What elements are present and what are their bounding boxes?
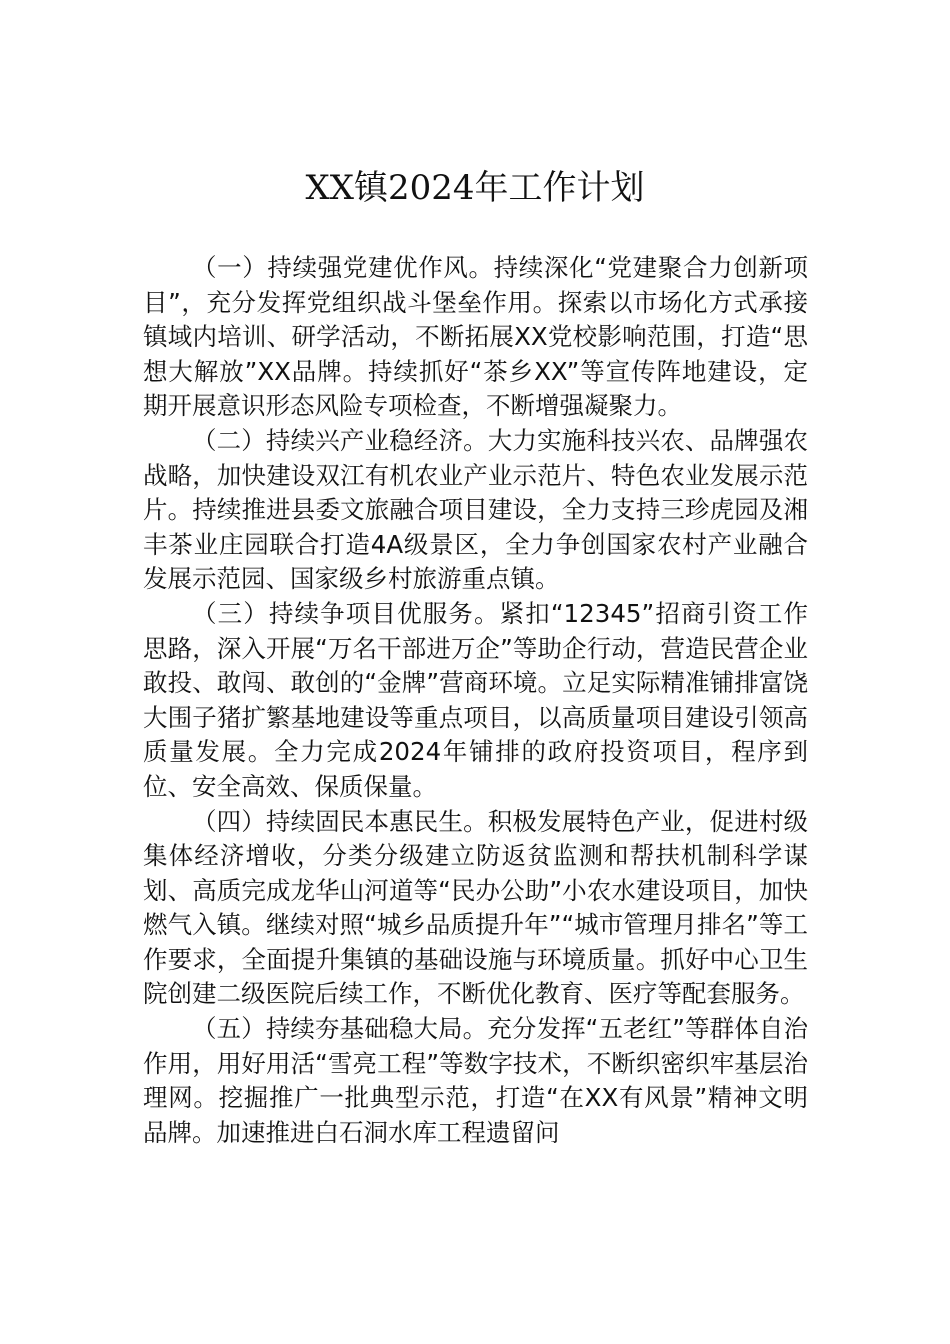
document-body	[143, 251, 808, 1150]
document-title: XX镇2024年工作计划	[305, 168, 645, 208]
paragraph-foundation-stability: （五）持续夯基础稳大局。充分发挥“五老红”等群体自治作用，用好用活“雪亮工程”等数字技术，不断织密织牢基层治理网。挖掘推广一批典型示范，打造“在XX有风景”精神文明品牌。加速推进白石洞水库工程遗留问	[143, 1014, 808, 1147]
paragraph-projects-services: （三）持续争项目优服务。紧扣“12345”招商引资工作思路，深入开展“万名干部进万企”等助企行动，营造民营企业敢投、敢闯、敢创的“金牌”营商环境。立足实际精准铺排富饶大围子猪扩繁基地建设等重点项目，以高质量项目建设引领高质量发展。全力完成2024年铺排的政府投资项目，程序到位、安全高效、保质保量。	[143, 598, 808, 801]
paragraph-industry-economy: （二）持续兴产业稳经济。大力实施科技兴农、品牌强农战略，加快建设双江有机农业产业示范片、特色农业发展示范片。持续推进县委文旅融合项目建设，全力支持三珍虎园及湘丰茶业庄园联合打造4A级景区，全力争创国家农村产业融合发展示范园、国家级乡村旅游重点镇。	[143, 425, 808, 594]
paragraph-livelihood: （四）持续固民本惠民生。积极发展特色产业，促进村级集体经济增收，分类分级建立防返贫监测和帮扶机制科学谋划、高质完成龙华山河道等“民办公助”小农水建设项目，加快燃气入镇。继续对照“城乡品质提升年”“城市管理月排名”等工作要求，全面提升集镇的基础设施与环境质量。抓好中心卫生院创建二级医院后续工作，不断优化教育、医疗等配套服务。	[143, 806, 808, 1009]
paragraph-party-building: （一）持续强党建优作风。持续深化“党建聚合力创新项目”，充分发挥党组织战斗堡垒作用。探索以市场化方式承接镇域内培训、研学活动，不断拓展XX党校影响范围，打造“思想大解放”XX品牌。持续抓好“茶乡XX”等宣传阵地建设，定期开展意识形态风险专项检查，不断增强凝聚力。	[143, 253, 808, 421]
